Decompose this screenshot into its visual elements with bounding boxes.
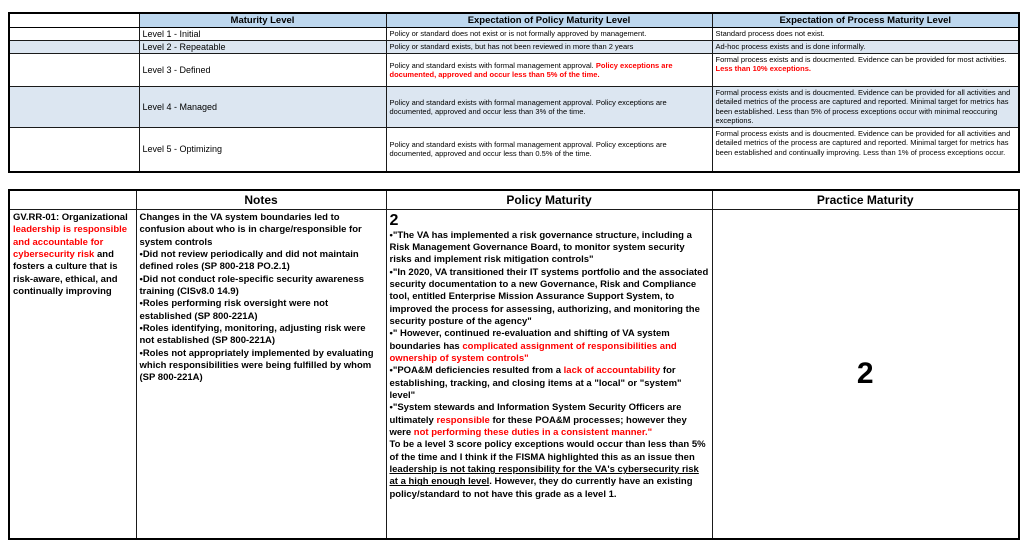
- process-expectation-cell: [712, 41, 1019, 54]
- text-segment: Formal process exists and is doucmented. Evidence can be provided for all activities and detailed metrics of the process are captured and reported. Minimal target for metrics has been established and continually improving. Less than 1% of process exceptions occur.: [715, 129, 1011, 157]
- text-segment: Policy and standard exists with formal management approval. Policy exceptions are documented, approved and occur less than 0.5% of the time.: [389, 139, 667, 159]
- process-expectation-cell: [712, 128, 1019, 172]
- maturity-reference-table: [8, 12, 1020, 173]
- maturity-level-cell: Level 1 - Initial: [139, 28, 386, 41]
- table-row: [9, 28, 1019, 41]
- policy-expectation-header: Expectation of Policy Maturity Level: [386, 13, 712, 28]
- row-label-cell: [9, 87, 139, 128]
- text-segment: Less than 10% exceptions.: [715, 64, 811, 74]
- control-description-cell: [9, 210, 136, 539]
- process-expectation-cell: [712, 54, 1019, 87]
- text-segment: . However, they do currently have an existing policy/standard to not have this grade as a level 1.: [389, 476, 693, 500]
- text-segment: and fosters a culture that is risk-aware, ethical, and continually improving: [13, 249, 118, 298]
- text-segment: Standard process does not exist.: [715, 29, 825, 38]
- notes-header: Notes: [136, 190, 386, 210]
- text-segment: •" However, continued re-evaluation and shifting of VA system boundaries has: [389, 328, 670, 352]
- process-expectation-cell: [712, 87, 1019, 128]
- text-segment: not performing these duties in a consistent manner.": [413, 427, 653, 439]
- text-segment: •Did not review periodically and did not maintain defined roles (SP 800-218 PO.2.1): [139, 249, 359, 273]
- policy-maturity-cell: [386, 210, 712, 539]
- policy-maturity-score: 2: [389, 212, 399, 229]
- maturity-level-cell: Level 3 - Defined: [139, 54, 386, 87]
- row-label-cell: [9, 54, 139, 87]
- assessment-body-row: [9, 210, 1019, 539]
- process-expectation-header: Expectation of Process Maturity Level: [712, 13, 1019, 28]
- practice-maturity-score: 2: [856, 356, 874, 390]
- row-label-cell: [9, 41, 139, 54]
- assessment-table: [8, 189, 1020, 540]
- paragraph: [390, 402, 709, 439]
- text-segment: leadership is responsible and accountable for cybersecurity risk: [13, 224, 128, 261]
- paragraph: [140, 249, 383, 274]
- notes-cell: [136, 210, 386, 539]
- corner-header-cell: [9, 190, 136, 210]
- maturity-level-cell: Level 4 - Managed: [139, 87, 386, 128]
- paragraph: [140, 274, 383, 299]
- policy-maturity-header: Policy Maturity: [386, 190, 712, 210]
- text-segment: GV.RR-01: Organizational: [13, 212, 128, 223]
- policy-expectation-cell: [386, 28, 712, 41]
- text-segment: Policy exceptions are documented, approved and occur less than 5% of the time.: [389, 60, 673, 79]
- table-row: [9, 41, 1019, 54]
- maturity-header-row: [9, 13, 1019, 28]
- text-segment: leadership is not taking responsibility for the VA's cybersecurity risk at a high enough level: [389, 464, 699, 488]
- text-segment: •Roles performing risk oversight were not established (SP 800-221A): [139, 298, 329, 322]
- text-segment: for these POA&M processes; however they were: [389, 414, 687, 439]
- corner-header-cell: [9, 13, 139, 28]
- text-segment: •"System stewards and Information System Security Officers are ultimately: [389, 402, 682, 426]
- text-segment: responsible: [436, 414, 490, 426]
- paragraph: [140, 348, 383, 385]
- table-row: [9, 87, 1019, 128]
- assessment-header-row: [9, 190, 1019, 210]
- maturity-level-header: Maturity Level: [139, 13, 386, 28]
- practice-maturity-cell: [712, 210, 1019, 539]
- practice-maturity-header: Practice Maturity: [712, 190, 1019, 210]
- text-segment: for establishing, tracking, and closing items at a "local" or "system" level": [389, 365, 682, 402]
- paragraph: [390, 439, 709, 501]
- row-label-cell: [9, 128, 139, 172]
- maturity-level-cell: Level 5 - Optimizing: [139, 128, 386, 172]
- text-segment: •"In 2020, VA transitioned their IT systems portfolio and the associated security documentation to a new Governance, Risk and Compliance tool, entitled Enterprise Mission Assurance Support System, to improved the process for assessing, authorizing, and monitoring the security posture of the agency": [389, 266, 709, 327]
- text-segment: Policy or standard exists, but has not been reviewed in more than 2 years: [389, 42, 634, 52]
- paragraph: [390, 267, 709, 329]
- text-segment: Changes in the VA system boundaries led to confusion about who is in charge/responsible for system controls: [139, 212, 362, 248]
- maturity-level-cell: Level 2 - Repeatable: [139, 41, 386, 54]
- text-segment: •"The VA has implemented a risk governance structure, including a Risk Management Governance Board, to monitor system security risks and implement risk mitigation controls": [389, 229, 692, 266]
- text-segment: Policy or standard does not exist or is not formally approved by management.: [389, 29, 647, 39]
- policy-expectation-cell: [386, 87, 712, 128]
- table-row: [9, 128, 1019, 172]
- text-segment: •Did not conduct role-specific security awareness training (CISv8.0 14.9): [139, 273, 365, 298]
- text-segment: Formal process exists and is doucmented. Evidence can be provided for all activities and detailed metrics of the process are captured and reported. Minimal target for metrics has been established. Less than 5% of process exceptions occur with minimal reoccuring exceptions.: [715, 88, 1011, 126]
- text-segment: •Roles not appropriately implemented by evaluating which responsibilities were being fulfilled by whom (SP 800-221A): [139, 347, 374, 384]
- text-segment: •Roles identifying, monitoring, adjusting risk were not established (SP 800-221A): [139, 323, 366, 347]
- text-segment: Ad-hoc process exists and is done informally.: [715, 42, 866, 51]
- policy-expectation-cell: [386, 41, 712, 54]
- policy-expectation-cell: [386, 54, 712, 87]
- text-segment: Policy and standard exists with formal management approval.: [389, 60, 596, 70]
- paragraph: [390, 365, 709, 402]
- paragraph: [140, 323, 383, 348]
- policy-maturity-text: [390, 230, 709, 502]
- text-segment: Policy and standard exists with formal management approval. Policy exceptions are documented, approved and occur less than 3% of the time.: [389, 97, 667, 116]
- paragraph: [390, 230, 709, 267]
- paragraph: [140, 298, 383, 323]
- text-segment: lack of accountability: [563, 365, 661, 377]
- text-segment: Formal process exists and is doucmented. Evidence can be provided for most activities.: [715, 55, 1007, 64]
- text-segment: •"POA&M deficiencies resulted from a: [389, 365, 564, 377]
- paragraph: [140, 212, 383, 249]
- row-label-cell: [9, 28, 139, 41]
- text-segment: complicated assignment of responsibilities and ownership of system controls": [389, 340, 677, 365]
- table-row: [9, 54, 1019, 87]
- policy-expectation-cell: [386, 128, 712, 172]
- process-expectation-cell: [712, 28, 1019, 41]
- paragraph: [390, 328, 709, 365]
- text-segment: To be a level 3 score policy exceptions would occur than less than 5% of the time and I think if the FISMA highlighted this as an issue then: [389, 439, 706, 463]
